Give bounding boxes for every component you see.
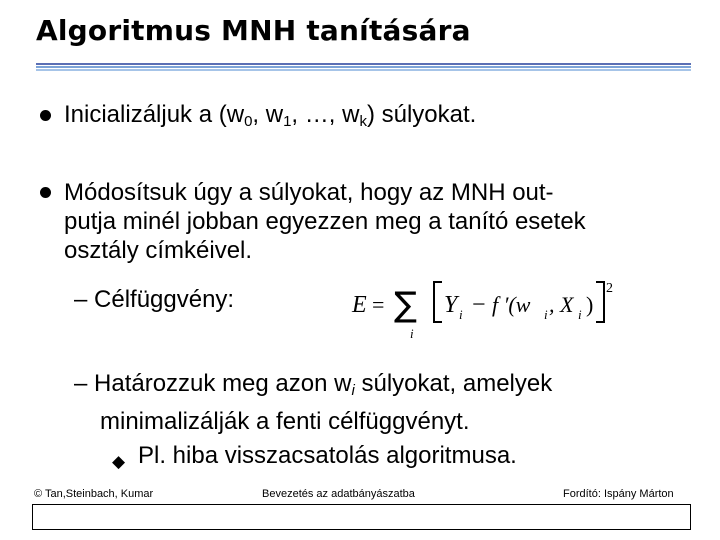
slide-title: Algoritmus MNH tanítására — [36, 14, 471, 47]
bullet-modify-line-3: osztály címkéivel. — [64, 237, 253, 264]
formula-X: , X — [549, 292, 574, 317]
formula-power: 2 — [606, 281, 613, 296]
bullet-modify — [64, 178, 586, 265]
title-rule-3 — [36, 69, 691, 71]
formula-w-sub: i — [544, 307, 548, 322]
footer-authors: © Tan,Steinbach, Kumar — [34, 488, 154, 500]
bullet-initialize: Inicializáljuk a ($w_0$, $w_1$, …, $w_k$) súlyokat. — [64, 101, 477, 130]
objective-formula — [350, 272, 620, 347]
formula-equals: = — [372, 292, 385, 317]
formula-sum-index: i — [410, 326, 414, 341]
bullet-dot-1 — [40, 110, 51, 121]
footer-translator: Fordító: Ispány Márton — [563, 488, 674, 500]
formula-left-bracket — [434, 282, 442, 322]
formula-E: E — [352, 292, 367, 318]
footer-course: Bevezetés az adatbányászatba — [262, 488, 415, 500]
formula-minus: − — [472, 292, 486, 318]
formula-f: f ′(w — [492, 292, 531, 317]
sub-bullet-determine-line-1: – Határozzuk meg azon $w_i$ súlyokat, amelyek — [74, 370, 553, 399]
bullet-modify-line-1: Módosítsuk úgy a súlyokat, hogy az MNH out- — [64, 179, 554, 206]
title-rule-2 — [36, 66, 691, 68]
sub-bullet-determine — [74, 368, 552, 437]
formula-sigma: ∑ — [394, 285, 417, 325]
formula-Y: Y — [444, 292, 458, 318]
formula-Y-sub: i — [459, 307, 463, 322]
bullet-dot-2 — [40, 187, 51, 198]
title-rule-1 — [36, 63, 691, 65]
sub-sub-bullet-example: Pl. hiba visszacsatolás algoritmusa. — [138, 442, 517, 469]
sub-bullet-objective: – Célfüggvény: — [74, 286, 235, 313]
formula-X-sub: i — [578, 307, 582, 322]
formula-close-paren: ) — [586, 292, 594, 317]
sub-bullet-determine-line-2: minimalizálják a fenti célfüggvényt. — [100, 408, 470, 435]
formula-right-bracket — [596, 282, 604, 322]
bullet-modify-line-2: putja minél jobban egyezzen meg a tanító esetek — [64, 208, 586, 235]
diamond-bullet-icon: ◆ — [112, 452, 126, 471]
footer-box — [32, 504, 691, 530]
